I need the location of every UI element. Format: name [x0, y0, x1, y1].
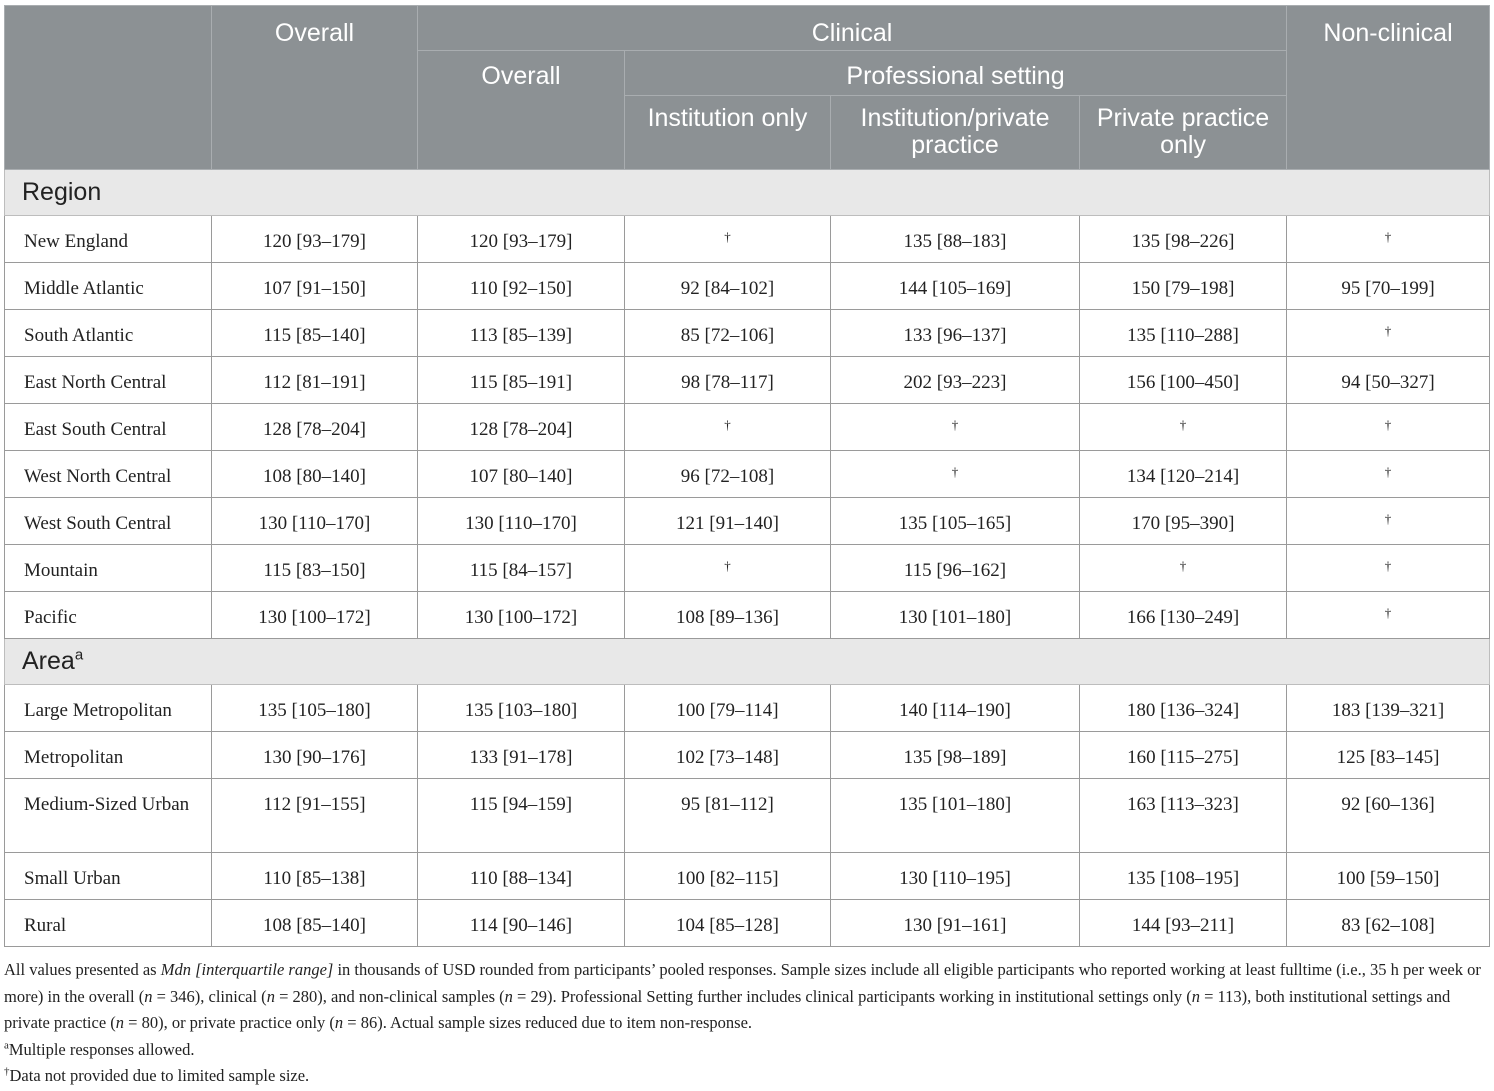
cell-institution-only: [625, 545, 831, 592]
row-label-text: East North Central: [24, 372, 167, 393]
cell-overall: [212, 263, 418, 310]
table-row: [5, 310, 1490, 357]
cell-non-clinical: [1287, 451, 1490, 498]
row-label: [5, 685, 212, 732]
header-overall: Overall: [212, 6, 418, 170]
note-dagger: †Data not provided due to limited sample size.: [4, 1065, 310, 1085]
header-blank: [5, 6, 212, 170]
table-row: [5, 498, 1490, 545]
not-provided-mark: †: [724, 558, 731, 573]
cell-private-only: [1080, 263, 1287, 310]
cell-value: 100 [59–150]: [1336, 868, 1440, 889]
cell-institution-private: [831, 592, 1080, 639]
cell-value: 83 [62–108]: [1341, 915, 1435, 936]
cell-clinical-overall: [418, 779, 625, 853]
cell-value: 144 [105–169]: [898, 278, 1012, 299]
cell-clinical-overall: [418, 545, 625, 592]
cell-value: 135 [105–180]: [258, 700, 371, 721]
cell-value: 95 [81–112]: [681, 794, 774, 815]
cell-institution-only: [625, 216, 831, 263]
not-provided-mark: †: [1179, 417, 1187, 432]
cell-value: 115 [94–159]: [469, 794, 573, 815]
cell-value: 163 [113–323]: [1127, 794, 1239, 815]
cell-institution-only: [625, 404, 831, 451]
cell-overall: [212, 216, 418, 263]
table-row: [5, 900, 1490, 947]
cell-non-clinical: [1287, 263, 1490, 310]
table-notes: [4, 957, 1489, 1090]
cell-value: 140 [114–190]: [899, 700, 1011, 721]
cell-clinical-overall: [418, 451, 625, 498]
row-label: [5, 545, 212, 592]
row-label-text: Large Metropolitan: [24, 700, 172, 721]
cell-value: 112 [81–191]: [263, 372, 366, 393]
row-label: [5, 310, 212, 357]
salary-table: [4, 5, 1490, 947]
cell-value: 107 [91–150]: [263, 278, 366, 299]
cell-clinical-overall: [418, 900, 625, 947]
cell-value: 130 [110–195]: [899, 868, 1011, 889]
table-row: [5, 357, 1490, 404]
cell-private-only: [1080, 310, 1287, 357]
cell-value: 135 [110–288]: [1127, 325, 1239, 346]
cell-value: 128 [78–204]: [263, 419, 366, 440]
cell-value: 120 [93–179]: [263, 231, 366, 252]
cell-value: 135 [105–165]: [898, 513, 1012, 534]
table-body: [5, 170, 1490, 947]
table-row: [5, 545, 1490, 592]
footnote-mark: a: [74, 646, 84, 664]
cell-value: 102 [73–148]: [676, 747, 779, 768]
cell-value: 130 [91–161]: [903, 915, 1007, 936]
cell-value: 121 [91–140]: [676, 513, 779, 534]
cell-value: 85 [72–106]: [680, 325, 775, 346]
cell-non-clinical: [1287, 732, 1490, 779]
row-label: [5, 498, 212, 545]
cell-private-only: [1080, 451, 1287, 498]
cell-value: 135 [98–226]: [1131, 231, 1235, 252]
cell-private-only: [1080, 779, 1287, 853]
cell-overall: [212, 310, 418, 357]
cell-institution-private: [831, 404, 1080, 451]
cell-value: 92 [84–102]: [680, 278, 775, 299]
cell-overall: [212, 900, 418, 947]
cell-non-clinical: [1287, 685, 1490, 732]
cell-value: 115 [84–157]: [469, 560, 573, 581]
cell-non-clinical: [1287, 357, 1490, 404]
cell-non-clinical: [1287, 853, 1490, 900]
cell-institution-private: [831, 685, 1080, 732]
cell-value: 130 [100–172]: [464, 607, 578, 628]
not-provided-mark: †: [1384, 417, 1392, 432]
section-label: Area: [22, 647, 75, 675]
cell-institution-private: [831, 900, 1080, 947]
cell-value: 112 [91–155]: [263, 794, 366, 815]
cell-value: 125 [83–145]: [1336, 747, 1440, 768]
cell-value: 110 [92–150]: [469, 278, 573, 299]
cell-non-clinical: [1287, 779, 1490, 853]
cell-clinical-overall: [418, 853, 625, 900]
cell-overall: [212, 498, 418, 545]
cell-value: 115 [85–191]: [469, 372, 573, 393]
cell-value: 104 [85–128]: [676, 915, 779, 936]
cell-institution-private: [831, 498, 1080, 545]
header-private-only: Private practice only: [1080, 96, 1287, 170]
note-values: All values presented as Mdn [interquartile range] in thousands of USD rounded from participants’ pooled responses. Sample sizes include all eligible participants who reported working at least fulltime (i.e., 35 h per week or more) in the overall (n = 346), clinical (n = 280), and non-clinical samples (n = 29). Professional Setting further includes clinical participants working in institutional settings only (n = 113), both institutional settings and private practice (n = 80), or private practice only (n = 86). Actual sample sizes reduced due to item non-response.: [4, 960, 1481, 1032]
row-label-text: Metropolitan: [24, 747, 124, 768]
header-professional-setting: Professional setting: [625, 51, 1287, 96]
row-label: [5, 592, 212, 639]
row-label-text: Small Urban: [24, 868, 121, 889]
cell-institution-private: [831, 357, 1080, 404]
cell-private-only: [1080, 900, 1287, 947]
cell-overall: [212, 685, 418, 732]
cell-value: 120 [93–179]: [469, 231, 573, 252]
not-provided-mark: †: [1384, 323, 1392, 338]
row-label: [5, 357, 212, 404]
cell-clinical-overall: [418, 357, 625, 404]
cell-value: 130 [110–170]: [465, 513, 577, 534]
cell-overall: [212, 592, 418, 639]
cell-value: 135 [98–189]: [903, 747, 1007, 768]
cell-value: 180 [136–324]: [1126, 700, 1240, 721]
cell-value: 150 [79–198]: [1131, 278, 1235, 299]
section-row-region: [5, 170, 1490, 216]
cell-non-clinical: [1287, 498, 1490, 545]
table-row: [5, 404, 1490, 451]
row-label-text: South Atlantic: [24, 325, 134, 346]
row-label: [5, 263, 212, 310]
cell-value: 160 [115–275]: [1127, 747, 1239, 768]
cell-institution-only: [625, 263, 831, 310]
cell-value: 100 [79–114]: [676, 700, 779, 721]
cell-institution-private: [831, 263, 1080, 310]
cell-value: 170 [95–390]: [1131, 513, 1235, 534]
cell-institution-only: [625, 853, 831, 900]
not-provided-mark: †: [724, 229, 731, 244]
cell-clinical-overall: [418, 592, 625, 639]
header-institution-private: Institution/private practice: [831, 96, 1080, 170]
cell-private-only: [1080, 685, 1287, 732]
cell-value: 114 [90–146]: [469, 915, 573, 936]
cell-private-only: [1080, 732, 1287, 779]
cell-institution-private: [831, 545, 1080, 592]
cell-value: 134 [120–214]: [1126, 466, 1240, 487]
cell-value: 108 [80–140]: [263, 466, 366, 487]
cell-value: 113 [85–139]: [469, 325, 573, 346]
row-label-text: Middle Atlantic: [24, 278, 144, 299]
row-label-text: Medium-Sized Urban: [24, 794, 190, 815]
cell-value: 156 [100–450]: [1126, 372, 1240, 393]
row-label-text: Mountain: [24, 560, 98, 581]
cell-value: 128 [78–204]: [469, 419, 573, 440]
cell-clinical-overall: [418, 263, 625, 310]
cell-value: 115 [85–140]: [263, 325, 366, 346]
cell-institution-private: [831, 779, 1080, 853]
cell-value: 110 [88–134]: [469, 868, 573, 889]
cell-value: 183 [139–321]: [1331, 700, 1445, 721]
row-label-text: West South Central: [24, 513, 172, 534]
row-label: [5, 779, 212, 853]
cell-institution-private: [831, 451, 1080, 498]
row-label: [5, 451, 212, 498]
row-label-text: East South Central: [24, 419, 167, 440]
cell-institution-private: [831, 853, 1080, 900]
cell-value: 130 [101–180]: [898, 607, 1012, 628]
cell-private-only: [1080, 404, 1287, 451]
row-label: [5, 216, 212, 263]
cell-non-clinical: [1287, 545, 1490, 592]
cell-value: 133 [96–137]: [903, 325, 1007, 346]
cell-overall: [212, 732, 418, 779]
cell-overall: [212, 545, 418, 592]
cell-overall: [212, 404, 418, 451]
cell-value: 135 [88–183]: [903, 231, 1007, 252]
cell-overall: [212, 357, 418, 404]
section-label: Region: [22, 178, 102, 206]
cell-value: 108 [85–140]: [263, 915, 366, 936]
cell-value: 202 [93–223]: [903, 372, 1007, 393]
cell-value: 133 [91–178]: [469, 747, 573, 768]
cell-overall: [212, 853, 418, 900]
cell-institution-only: [625, 779, 831, 853]
cell-clinical-overall: [418, 685, 625, 732]
cell-value: 135 [103–180]: [464, 700, 578, 721]
section-title: [5, 170, 1490, 216]
header-non-clinical: Non-clinical: [1287, 6, 1490, 170]
section-row-area: [5, 639, 1490, 685]
cell-institution-only: [625, 451, 831, 498]
cell-value: 95 [70–199]: [1341, 278, 1435, 299]
cell-value: 166 [130–249]: [1126, 607, 1240, 628]
cell-clinical-overall: [418, 216, 625, 263]
cell-clinical-overall: [418, 404, 625, 451]
row-label-text: Pacific: [24, 607, 77, 628]
cell-value: 130 [90–176]: [263, 747, 366, 768]
cell-institution-only: [625, 685, 831, 732]
cell-institution-only: [625, 592, 831, 639]
cell-private-only: [1080, 498, 1287, 545]
row-label-text: New England: [24, 231, 128, 252]
cell-non-clinical: [1287, 216, 1490, 263]
cell-private-only: [1080, 216, 1287, 263]
table-row: [5, 853, 1490, 900]
cell-value: 110 [85–138]: [263, 868, 366, 889]
cell-value: 115 [83–150]: [263, 560, 366, 581]
cell-non-clinical: [1287, 404, 1490, 451]
cell-value: 135 [101–180]: [898, 794, 1012, 815]
cell-value: 100 [82–115]: [676, 868, 779, 889]
cell-non-clinical: [1287, 310, 1490, 357]
cell-private-only: [1080, 357, 1287, 404]
not-provided-mark: †: [951, 417, 959, 432]
table-row: [5, 451, 1490, 498]
cell-overall: [212, 451, 418, 498]
cell-non-clinical: [1287, 592, 1490, 639]
table-row: [5, 592, 1490, 639]
not-provided-mark: †: [1384, 229, 1392, 244]
cell-value: 130 [100–172]: [258, 607, 371, 628]
not-provided-mark: †: [724, 417, 731, 432]
header-institution-only: Institution only: [625, 96, 831, 170]
table-row: [5, 216, 1490, 263]
cell-institution-only: [625, 310, 831, 357]
cell-value: 96 [72–108]: [680, 466, 775, 487]
cell-value: 107 [80–140]: [469, 466, 573, 487]
header-clinical: Clinical: [418, 6, 1287, 51]
note-multiple-responses: $^a$Multiple responses allowed.: [4, 1039, 195, 1059]
table-row: [5, 263, 1490, 310]
cell-value: 92 [60–136]: [1341, 794, 1435, 815]
cell-private-only: [1080, 592, 1287, 639]
row-label-text: West North Central: [24, 466, 172, 487]
row-label: [5, 732, 212, 779]
cell-clinical-overall: [418, 732, 625, 779]
row-label: [5, 853, 212, 900]
table-header: [5, 6, 1490, 170]
table-row: [5, 732, 1490, 779]
cell-institution-only: [625, 900, 831, 947]
cell-value: 144 [93–211]: [1131, 915, 1235, 936]
cell-institution-only: [625, 498, 831, 545]
not-provided-mark: †: [951, 464, 959, 479]
not-provided-mark: †: [1384, 464, 1392, 479]
cell-value: 108 [89–136]: [676, 607, 779, 628]
table-row: [5, 779, 1490, 853]
cell-value: 98 [78–117]: [681, 372, 774, 393]
not-provided-mark: †: [1384, 511, 1392, 526]
section-title: [5, 639, 1490, 685]
cell-non-clinical: [1287, 900, 1490, 947]
row-label-text: Rural: [24, 915, 67, 936]
cell-private-only: [1080, 545, 1287, 592]
cell-institution-private: [831, 732, 1080, 779]
cell-clinical-overall: [418, 498, 625, 545]
row-label: [5, 404, 212, 451]
cell-value: 94 [50–327]: [1341, 372, 1435, 393]
cell-institution-private: [831, 216, 1080, 263]
cell-value: 130 [110–170]: [258, 513, 371, 534]
not-provided-mark: †: [1384, 558, 1392, 573]
not-provided-mark: †: [1384, 605, 1392, 620]
cell-institution-only: [625, 357, 831, 404]
cell-private-only: [1080, 853, 1287, 900]
cell-institution-private: [831, 310, 1080, 357]
cell-value: 115 [96–162]: [903, 560, 1007, 581]
header-clinical-overall: Overall: [418, 51, 625, 170]
row-label: [5, 900, 212, 947]
cell-overall: [212, 779, 418, 853]
cell-institution-only: [625, 732, 831, 779]
table-row: [5, 685, 1490, 732]
cell-clinical-overall: [418, 310, 625, 357]
cell-value: 135 [108–195]: [1126, 868, 1240, 889]
not-provided-mark: †: [1179, 558, 1187, 573]
